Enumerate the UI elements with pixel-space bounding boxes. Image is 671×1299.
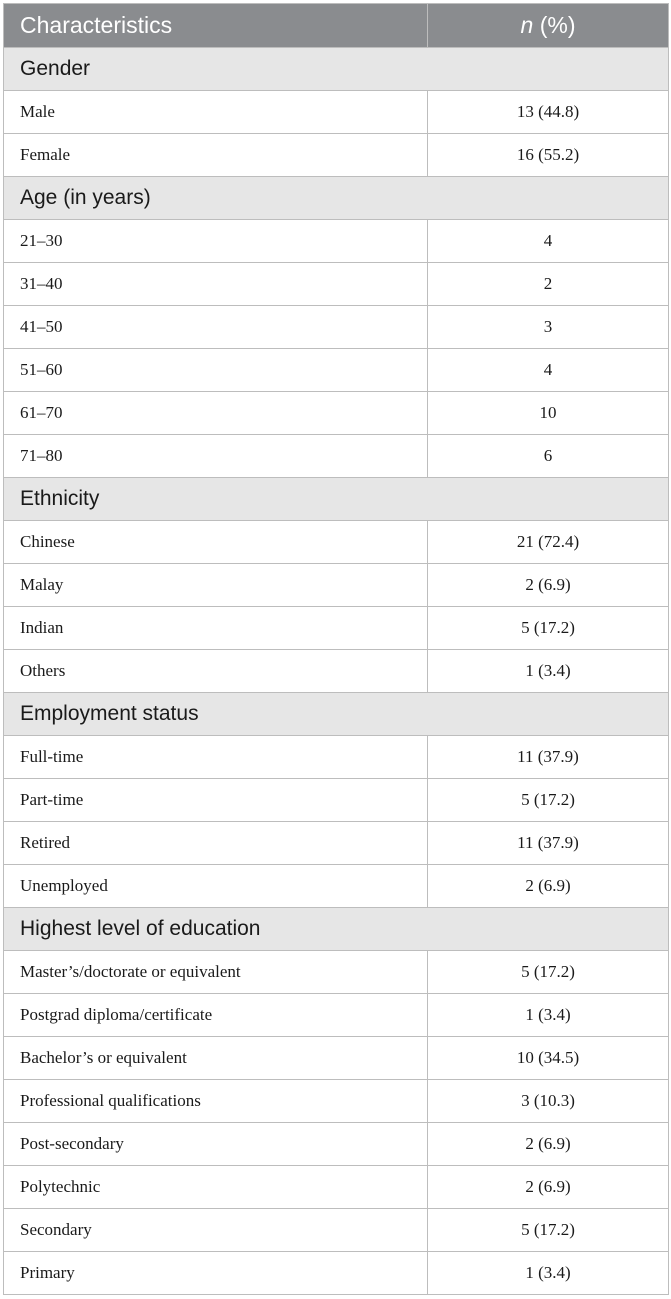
row-value: 5 (17.2) [428,1209,669,1252]
row-label: Retired [4,822,428,865]
row-label: 61–70 [4,392,428,435]
row-value: 11 (37.9) [428,822,669,865]
row-value: 2 (6.9) [428,564,669,607]
row-value: 5 (17.2) [428,951,669,994]
table-row [4,91,669,134]
table-row [4,822,669,865]
section-header-row [4,478,669,521]
row-label: Post-secondary [4,1123,428,1166]
section-header-row [4,177,669,220]
row-label: Polytechnic [4,1166,428,1209]
table-row [4,1209,669,1252]
row-label: Postgrad diploma/certificate [4,994,428,1037]
row-value: 3 [428,306,669,349]
row-value: 11 (37.9) [428,736,669,779]
table-row [4,134,669,177]
row-value: 2 (6.9) [428,1123,669,1166]
header-characteristics: Characteristics [4,4,428,48]
row-label: Full-time [4,736,428,779]
section-title: Age (in years) [4,177,669,220]
table-row [4,1037,669,1080]
row-value: 5 (17.2) [428,607,669,650]
section-title: Highest level of education [4,908,669,951]
section-title: Ethnicity [4,478,669,521]
row-value: 2 (6.9) [428,865,669,908]
row-value: 6 [428,435,669,478]
row-label: Master’s/doctorate or equivalent [4,951,428,994]
table-row [4,1166,669,1209]
header-n: n [520,12,534,38]
table-row [4,1123,669,1166]
row-label: 41–50 [4,306,428,349]
row-label: Part-time [4,779,428,822]
table-row [4,306,669,349]
table-header-row [4,4,669,48]
row-value: 4 [428,220,669,263]
section-title: Gender [4,48,669,91]
table-row [4,435,669,478]
characteristics-table [3,3,669,1295]
row-value: 5 (17.2) [428,779,669,822]
row-value: 2 [428,263,669,306]
table-row [4,263,669,306]
table-row [4,1252,669,1295]
row-label: 71–80 [4,435,428,478]
section-header-row [4,48,669,91]
section-header-row [4,693,669,736]
row-value: 4 [428,349,669,392]
table-body [4,48,669,1295]
table-row [4,220,669,263]
row-label: Bachelor’s or equivalent [4,1037,428,1080]
row-value: 16 (55.2) [428,134,669,177]
row-value: 21 (72.4) [428,521,669,564]
row-value: 1 (3.4) [428,650,669,693]
row-label: Secondary [4,1209,428,1252]
row-label: Chinese [4,521,428,564]
row-label: Male [4,91,428,134]
row-label: Primary [4,1252,428,1295]
row-label: 21–30 [4,220,428,263]
table-row [4,1080,669,1123]
header-percent: (%) [533,12,576,38]
row-label: Female [4,134,428,177]
row-value: 1 (3.4) [428,994,669,1037]
table-row [4,650,669,693]
row-label: Indian [4,607,428,650]
row-value: 2 (6.9) [428,1166,669,1209]
table-row [4,736,669,779]
table-row [4,392,669,435]
table-row [4,865,669,908]
row-value: 13 (44.8) [428,91,669,134]
table-row [4,994,669,1037]
row-label: 51–60 [4,349,428,392]
section-title: Employment status [4,693,669,736]
row-value: 3 (10.3) [428,1080,669,1123]
table-row [4,349,669,392]
row-label: 31–40 [4,263,428,306]
table-row [4,564,669,607]
header-n-percent [428,4,669,48]
table-row [4,521,669,564]
table-row [4,779,669,822]
row-label: Malay [4,564,428,607]
table-row [4,607,669,650]
row-label: Unemployed [4,865,428,908]
row-value: 10 [428,392,669,435]
row-value: 10 (34.5) [428,1037,669,1080]
section-header-row [4,908,669,951]
row-value: 1 (3.4) [428,1252,669,1295]
row-label: Professional qualifications [4,1080,428,1123]
row-label: Others [4,650,428,693]
table-row [4,951,669,994]
